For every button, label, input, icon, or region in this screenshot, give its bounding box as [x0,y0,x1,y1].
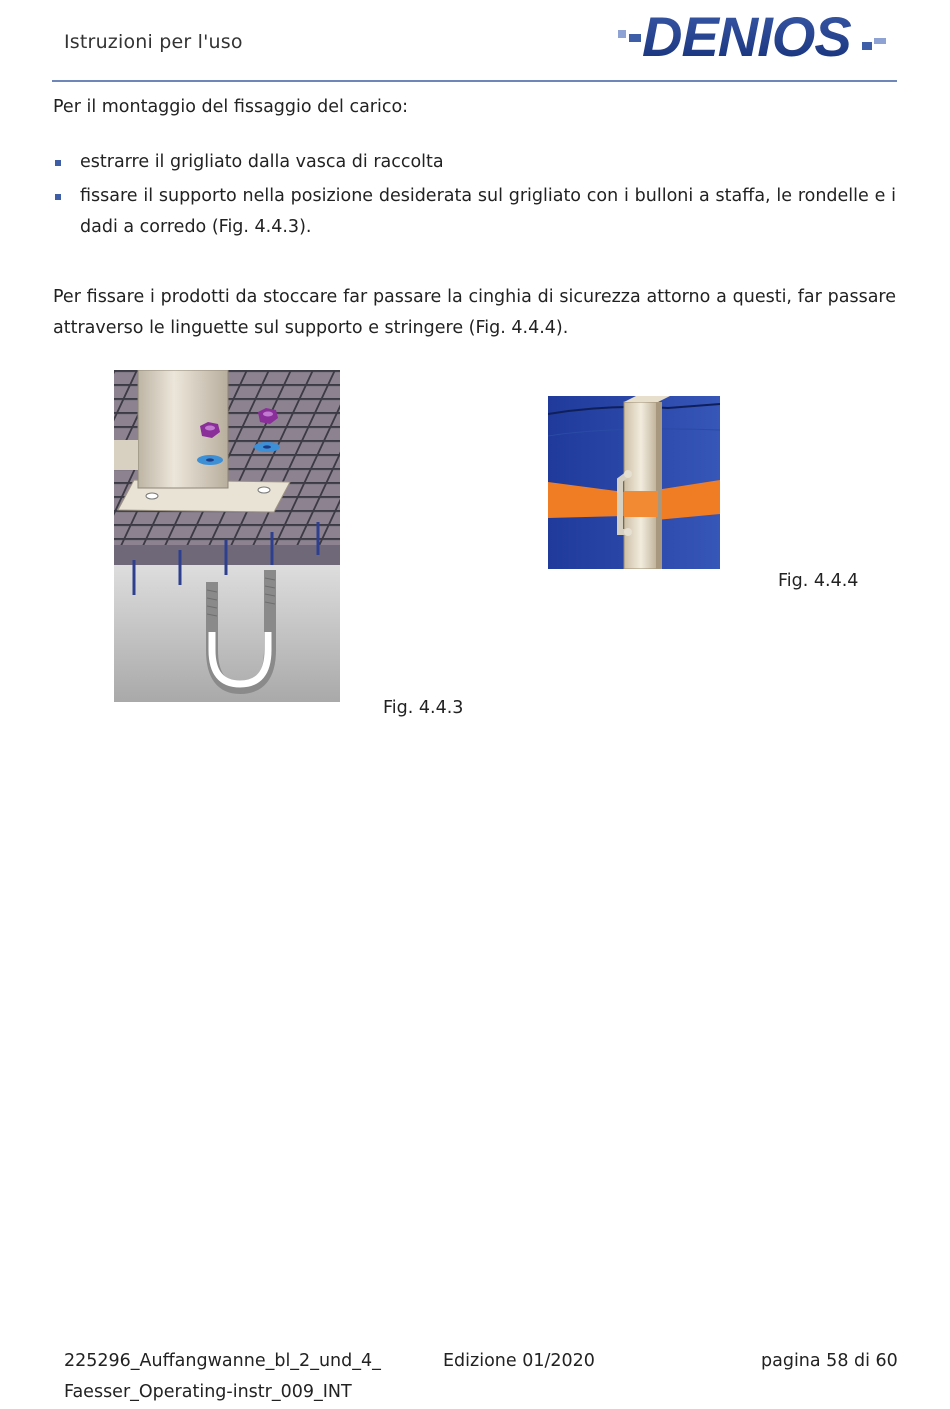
denios-logo [616,6,888,62]
intro-text: Per il montaggio del fissaggio del carico: [53,97,409,117]
footer-doc-id-line1: 225296_Auffangwanne_bl_2_und_4_ [64,1351,381,1371]
footer-page-number: pagina 58 di 60 [761,1351,898,1371]
footer-edition: Edizione 01/2020 [443,1351,595,1371]
svg-text:DENIOS: DENIOS [642,6,851,62]
figure-4-4-4-image [548,396,720,569]
figure-4-4-3-image [114,370,340,702]
list-item [53,181,896,243]
list-item-text: estrarre il grigliato dalla vasca di raccolta [80,152,444,172]
list-item [53,147,896,178]
strap-instruction: Per fissare i prodotti da stoccare far passare la cinghia di sicurezza attorno a questi, far passare attraverso le linguette sul supporto e stringere (Fig. 4.4.4). [53,287,896,338]
instruction-list [53,147,896,246]
figure-4-4-3-caption: Fig. 4.4.3 [383,698,464,718]
bullet-square-icon [55,194,61,200]
header-rule [52,80,897,82]
bullet-square-icon [55,160,61,166]
list-item-text: fissare il supporto nella posizione desiderata sul grigliato con i bulloni a staffa, le rondelle e i dadi a corredo (Fig. 4.4.3). [80,186,896,237]
footer-doc-id-line2: Faesser_Operating-instr_009_INT [64,1382,352,1402]
header-title: Istruzioni per l'uso [64,31,243,53]
figure-4-4-4-caption: Fig. 4.4.4 [778,571,859,591]
